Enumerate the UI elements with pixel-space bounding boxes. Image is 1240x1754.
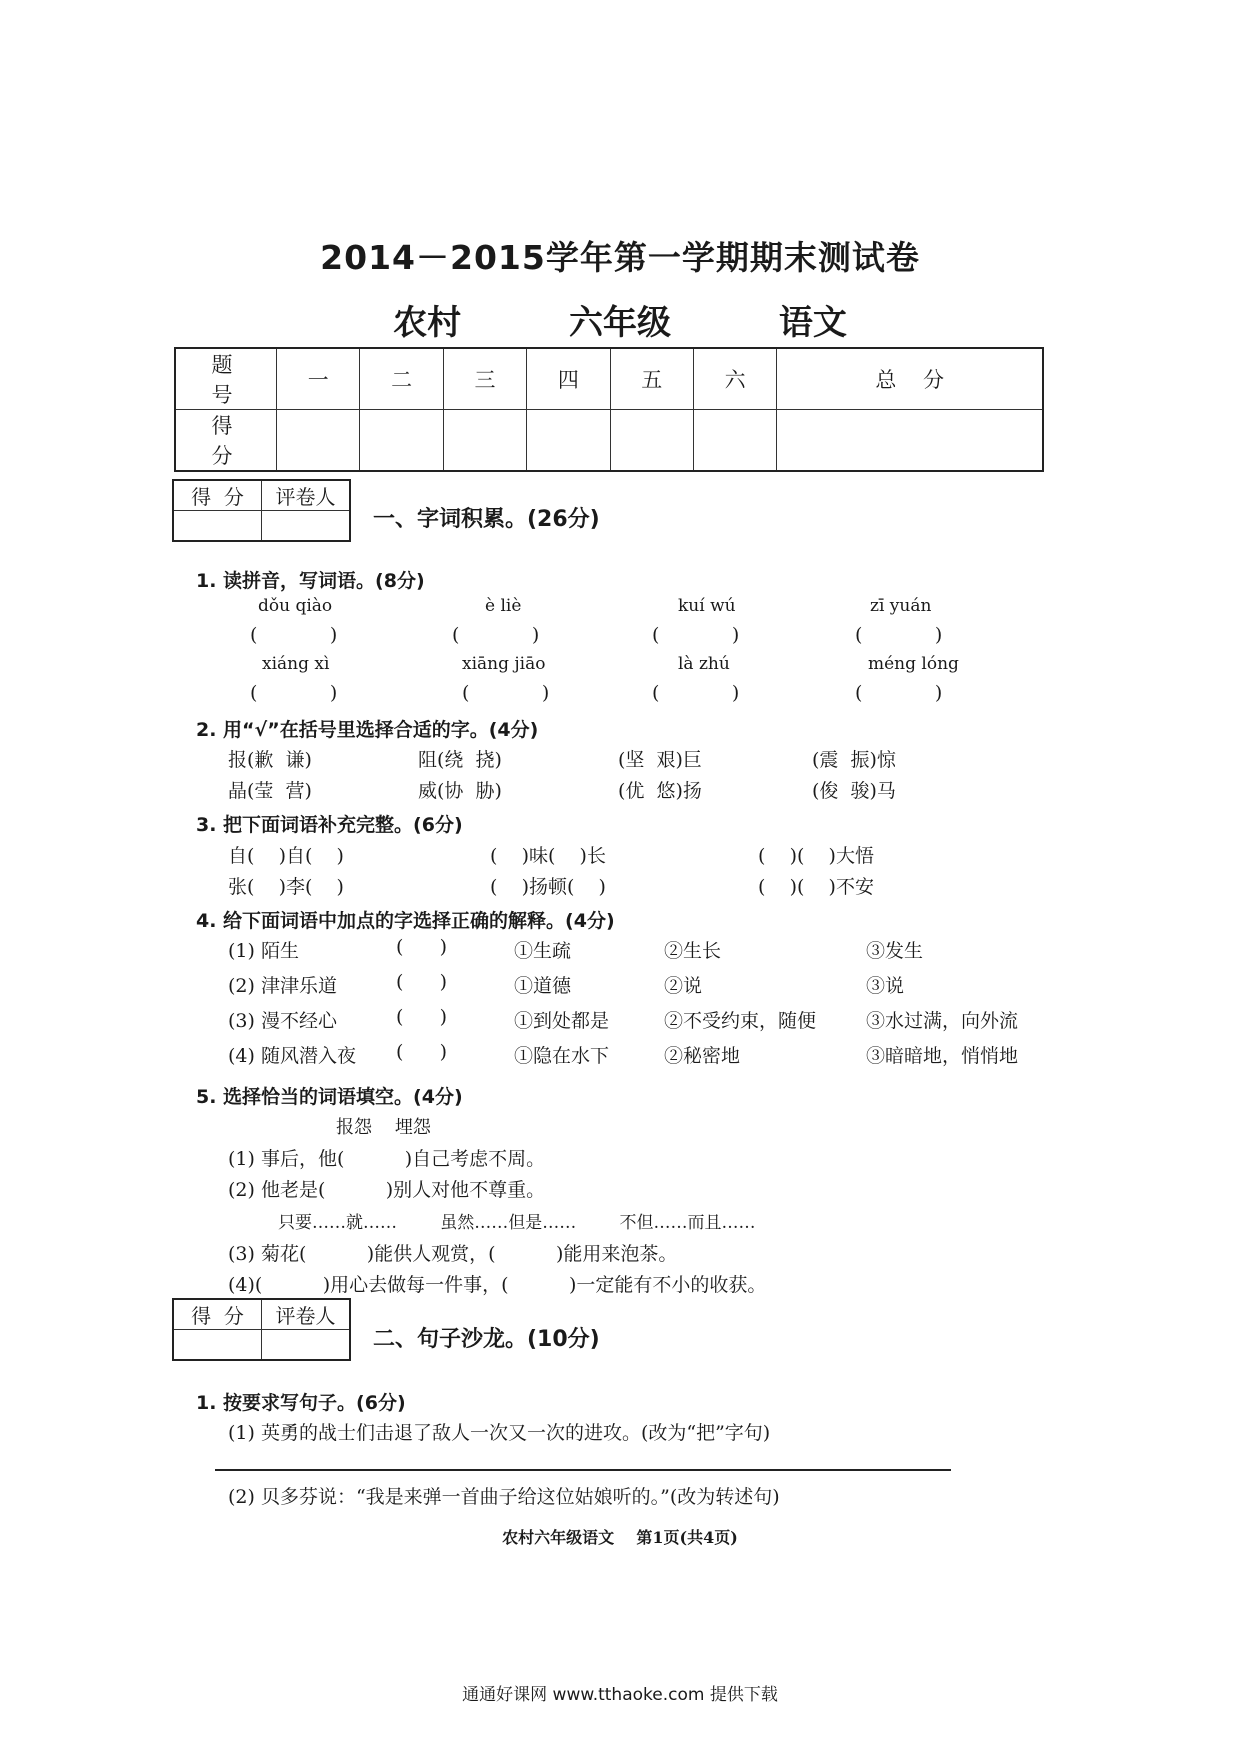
q4-blank[interactable]: ( ) [396, 936, 448, 958]
section1-title: 一、字词积累。(26分) [373, 507, 600, 532]
q4-word: (2) 津津乐道 [228, 975, 337, 997]
q4-title: 4. 给下面词语中加点的字选择正确的解释。(4分) [196, 910, 615, 932]
pinyin-4: zī yuán [870, 596, 932, 616]
grader-name-label: 评卷人 [262, 1299, 351, 1330]
q3-item[interactable]: ( )( )大悟 [758, 845, 874, 867]
grader-box-2 [172, 1298, 351, 1361]
q1-title: 1. 读拼音，写词语。(8分) [196, 570, 425, 592]
page-footer: 农村六年级语文 第1页(共4页) [502, 1528, 738, 1547]
grader-name-cell[interactable] [262, 511, 351, 542]
pinyin-6: xiāng jiāo [462, 654, 546, 674]
subtitle-region: 农村 [393, 303, 462, 343]
pinyin-5: xiáng xì [262, 654, 330, 674]
score-cell[interactable] [277, 410, 360, 472]
q4-option-a: ①生疏 [514, 940, 572, 962]
exam-subtitle [0, 295, 1240, 344]
q4-option-c: ③水过满，向外流 [866, 1010, 1019, 1032]
q3-item[interactable]: ( )扬顿( ) [490, 876, 606, 898]
grader-score-cell[interactable] [173, 1330, 262, 1361]
pinyin-2: è liè [485, 596, 522, 616]
answer-blank[interactable]: ( ) [250, 624, 338, 646]
score-cell[interactable] [777, 410, 1043, 472]
q4-option-b: ②不受约束，随便 [664, 1010, 817, 1032]
q4-word: (4) 随风潜入夜 [228, 1045, 356, 1067]
q5-word-choices-1: 报怨 埋怨 [336, 1117, 431, 1138]
q3-item[interactable]: 张( )李( ) [228, 876, 344, 898]
subtitle-subject: 语文 [778, 303, 847, 343]
grader-name-label: 评卷人 [262, 480, 351, 511]
score-col-5: 五 [610, 348, 693, 410]
answer-blank[interactable]: ( ) [452, 624, 540, 646]
score-col-1: 一 [277, 348, 360, 410]
answer-blank[interactable]: ( ) [652, 682, 740, 704]
q2-item[interactable]: 阻(绕 挠) [418, 749, 502, 771]
q4-option-a: ①到处都是 [514, 1010, 610, 1032]
score-col-2: 二 [360, 348, 443, 410]
q3-item[interactable]: ( )( )不安 [758, 876, 874, 898]
score-table-header: 题 号 [175, 348, 277, 410]
q4-blank[interactable]: ( ) [396, 971, 448, 993]
section2-title: 二、句子沙龙。(10分) [373, 1327, 600, 1352]
score-cell[interactable] [527, 410, 610, 472]
score-cell[interactable] [360, 410, 443, 472]
q4-option-c: ③说 [866, 975, 905, 997]
grader-score-label: 得 分 [173, 480, 262, 511]
q3-item[interactable]: 自( )自( ) [228, 845, 344, 867]
q4-option-a: ①道德 [514, 975, 572, 997]
q5-sentence-3[interactable]: (3) 菊花( )能供人观赏，( )能用来泡茶。 [228, 1243, 678, 1265]
q4-blank[interactable]: ( ) [396, 1041, 448, 1063]
q4-option-c: ③发生 [866, 940, 924, 962]
score-col-6: 六 [693, 348, 776, 410]
s2-q1-title: 1. 按要求写句子。(6分) [196, 1392, 406, 1414]
q2-item[interactable]: (优 悠)扬 [618, 780, 702, 802]
q4-option-a: ①隐在水下 [514, 1045, 610, 1067]
score-table-row-scores [175, 410, 1043, 472]
q2-item[interactable]: 报(歉 谦) [228, 749, 312, 771]
q5-sentence-1[interactable]: (1) 事后，他( )自己考虑不周。 [228, 1148, 546, 1170]
score-col-total: 总 分 [777, 348, 1043, 410]
pinyin-1: dǒu qiào [258, 596, 333, 616]
answer-blank[interactable]: ( ) [855, 682, 943, 704]
q3-item[interactable]: ( )味( )长 [490, 845, 606, 867]
grader-score-label: 得 分 [173, 1299, 262, 1330]
q3-title: 3. 把下面词语补充完整。(6分) [196, 814, 463, 836]
s2-sentence-1: (1) 英勇的战士们击退了敌人一次又一次的进攻。(改为“把”字句) [228, 1422, 771, 1444]
q2-item[interactable]: (俊 骏)马 [812, 780, 896, 802]
score-col-4: 四 [527, 348, 610, 410]
q4-blank[interactable]: ( ) [396, 1006, 448, 1028]
pinyin-8: méng lóng [868, 654, 959, 674]
q4-option-b: ②秘密地 [664, 1045, 741, 1067]
q2-item[interactable]: (坚 艰)巨 [618, 749, 702, 771]
q5-sentence-2[interactable]: (2) 他老是( )别人对他不尊重。 [228, 1179, 546, 1201]
score-table [174, 347, 1044, 472]
answer-blank[interactable]: ( ) [855, 624, 943, 646]
answer-blank[interactable]: ( ) [652, 624, 740, 646]
answer-blank[interactable]: ( ) [250, 682, 338, 704]
q2-item[interactable]: 威(协 胁) [418, 780, 502, 802]
answer-line[interactable] [215, 1469, 951, 1471]
download-watermark: 通通好课网 www.tthaoke.com 提供下载 [462, 1685, 778, 1705]
grader-score-cell[interactable] [173, 511, 262, 542]
q4-word: (1) 陌生 [228, 940, 299, 962]
pinyin-7: là zhú [678, 654, 730, 674]
q2-title: 2. 用“√”在括号里选择合适的字。(4分) [196, 719, 539, 741]
q2-item[interactable]: 晶(莹 营) [228, 780, 312, 802]
grader-name-cell[interactable] [262, 1330, 351, 1361]
score-table-row-questions [175, 348, 1043, 410]
score-col-3: 三 [443, 348, 526, 410]
grader-box-1 [172, 479, 351, 542]
q5-title: 5. 选择恰当的词语填空。(4分) [196, 1086, 463, 1108]
score-table-score-header: 得 分 [175, 410, 277, 472]
q5-word-choices-2: 只要……就…… 虽然……但是…… 不但……而且…… [278, 1213, 756, 1233]
exam-title: 2014－2015学年第一学期期末测试卷 [320, 238, 920, 277]
q4-option-b: ②说 [664, 975, 703, 997]
score-cell[interactable] [443, 410, 526, 472]
s2-sentence-2: (2) 贝多芬说：“我是来弹一首曲子给这位姑娘听的。”(改为转述句) [228, 1486, 780, 1508]
pinyin-3: kuí wú [678, 596, 736, 616]
q5-sentence-4[interactable]: (4)( )用心去做每一件事，( )一定能有不小的收获。 [228, 1274, 767, 1296]
q4-option-b: ②生长 [664, 940, 722, 962]
q4-word: (3) 漫不经心 [228, 1010, 337, 1032]
score-cell[interactable] [610, 410, 693, 472]
q4-option-c: ③暗暗地，悄悄地 [866, 1045, 1019, 1067]
q2-item[interactable]: (震 振)惊 [812, 749, 896, 771]
answer-blank[interactable]: ( ) [462, 682, 550, 704]
subtitle-grade: 六年级 [569, 303, 671, 343]
score-cell[interactable] [693, 410, 776, 472]
